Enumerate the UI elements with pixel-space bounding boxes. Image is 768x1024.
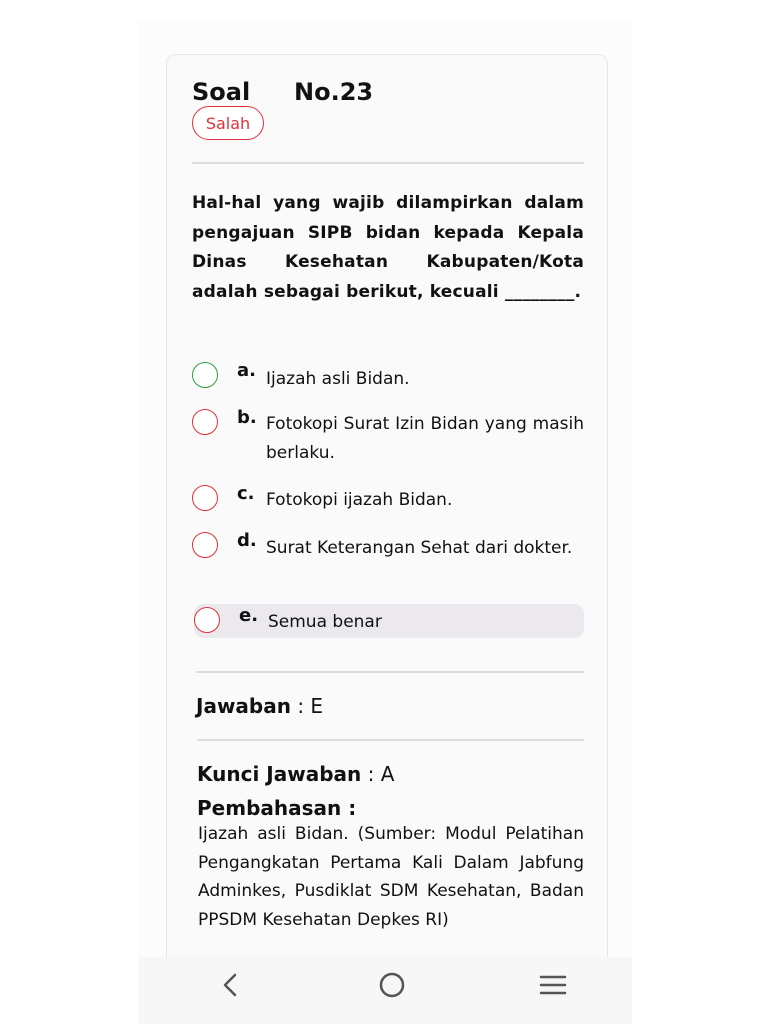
radio-icon[interactable] — [192, 409, 218, 435]
option-text: Fotokopi ijazah Bidan. — [266, 490, 453, 510]
option-text: Ijazah asli Bidan. — [266, 369, 410, 389]
circle-home-icon — [378, 971, 406, 999]
status-badge: Salah — [192, 106, 264, 140]
answer-divider — [197, 739, 584, 741]
menu-button[interactable] — [533, 970, 573, 1000]
option-d[interactable] — [192, 532, 584, 592]
option-letter: e. — [239, 605, 259, 626]
option-letter: c. — [237, 483, 255, 504]
radio-correct-icon[interactable] — [192, 362, 218, 388]
home-button[interactable] — [372, 970, 412, 1000]
option-letter: a. — [237, 360, 256, 381]
option-text: Fotokopi Surat Izin Bidan yang masih berlaku. — [266, 414, 584, 463]
answer-key: Kunci Jawaban : A — [197, 762, 395, 786]
header-divider — [192, 162, 584, 164]
radio-icon[interactable] — [192, 532, 218, 558]
user-answer: Jawaban : E — [196, 694, 324, 718]
back-button[interactable] — [210, 970, 250, 1000]
option-text: Semua benar — [268, 612, 382, 632]
question-number: No.23 — [294, 78, 374, 106]
radio-selected-icon[interactable] — [194, 607, 220, 633]
chevron-left-icon — [220, 972, 240, 998]
question-text: Hal-hal yang wajib dilampirkan dalam pengajuan SIPB bidan kepada Kepala Dinas Kesehatan Kabupaten/Kota adalah sebagai berikut, kecuali ________. — [192, 193, 584, 302]
answer-key-value: A — [380, 762, 395, 786]
option-text: Surat Keterangan Sehat dari dokter. — [266, 538, 573, 558]
option-e[interactable] — [192, 607, 584, 637]
explanation-text: Ijazah asli Bidan. (Sumber: Modul Pelatihan Pengangkatan Pertama Kali Dalam Jabfung Adminkes, Pusdiklat SDM Kesehatan, Badan PPSDM Kesehatan Depkes RI) — [198, 824, 584, 930]
option-letter: d. — [237, 530, 257, 551]
options-divider — [196, 671, 584, 673]
option-b[interactable] — [192, 409, 584, 469]
explanation-title: Pembahasan : — [197, 796, 357, 820]
page-title: Soal — [192, 78, 251, 106]
option-letter: b. — [237, 407, 257, 428]
radio-icon[interactable] — [192, 485, 218, 511]
user-answer-value: E — [310, 694, 324, 718]
option-a[interactable] — [192, 362, 584, 392]
hamburger-menu-icon — [539, 974, 567, 996]
option-c[interactable] — [192, 485, 584, 515]
